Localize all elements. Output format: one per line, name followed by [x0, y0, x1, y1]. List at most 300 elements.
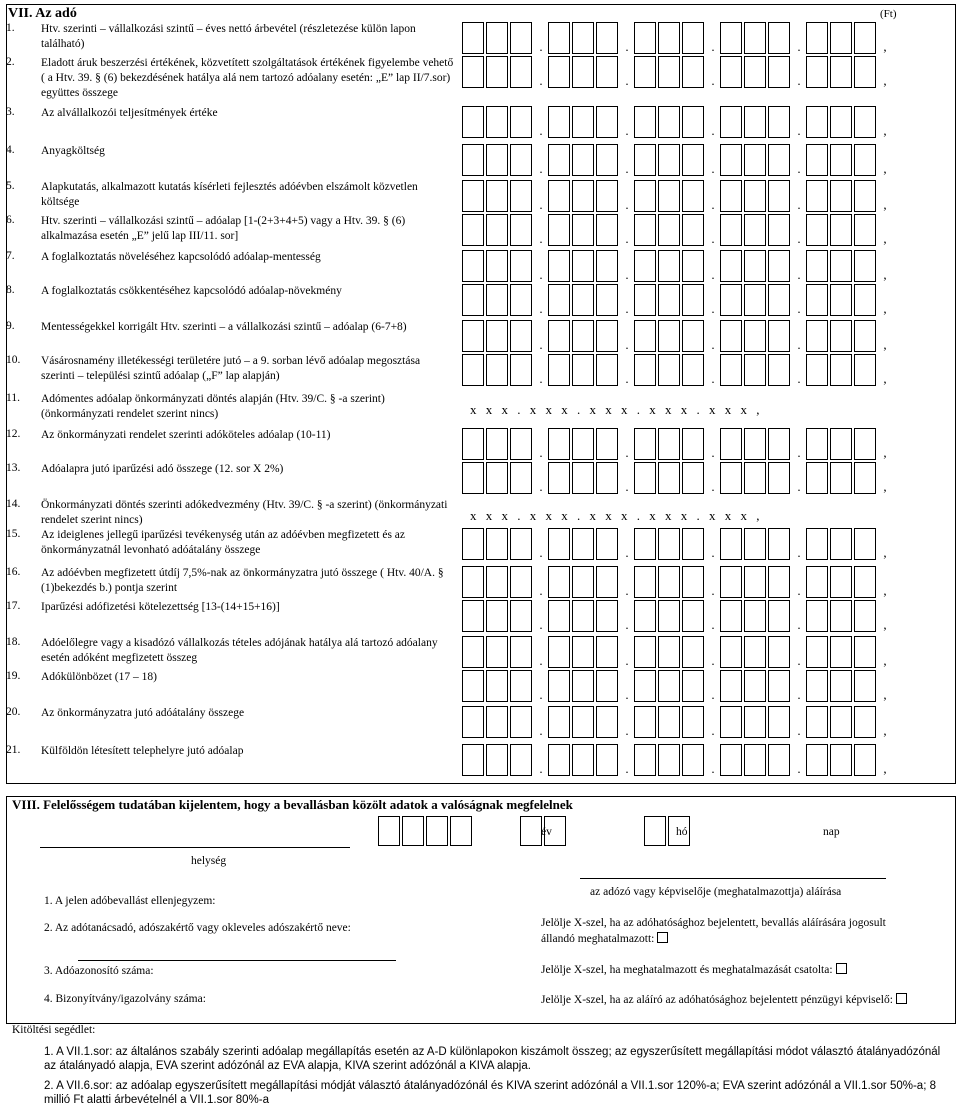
digit-box[interactable]: [658, 566, 680, 598]
amount-boxes[interactable]: [462, 20, 892, 54]
digit-box[interactable]: [510, 284, 532, 316]
digit-box[interactable]: [830, 636, 852, 668]
digit-box[interactable]: [572, 600, 594, 632]
digit-box[interactable]: [634, 428, 656, 460]
digit-box[interactable]: [486, 636, 508, 668]
digit-box[interactable]: [768, 744, 790, 776]
digit-box[interactable]: [830, 670, 852, 702]
digit-box[interactable]: [806, 636, 828, 668]
month-boxes[interactable]: [520, 837, 568, 849]
digit-box[interactable]: [806, 214, 828, 246]
digit-box[interactable]: [720, 670, 742, 702]
digit-box[interactable]: [682, 354, 704, 386]
digit-box[interactable]: [596, 320, 618, 352]
digit-box[interactable]: [658, 22, 680, 54]
digit-box[interactable]: [572, 670, 594, 702]
digit-box[interactable]: [634, 600, 656, 632]
digit-box[interactable]: [830, 354, 852, 386]
digit-box[interactable]: [596, 144, 618, 176]
digit-box[interactable]: [806, 144, 828, 176]
digit-box[interactable]: [486, 528, 508, 560]
digit-box[interactable]: [634, 670, 656, 702]
digit-box[interactable]: [830, 462, 852, 494]
digit-box[interactable]: [854, 320, 876, 352]
digit-box[interactable]: [806, 706, 828, 738]
digit-box[interactable]: [634, 284, 656, 316]
digit-box[interactable]: [634, 744, 656, 776]
digit-box[interactable]: [768, 22, 790, 54]
digit-box[interactable]: [806, 180, 828, 212]
digit-box[interactable]: [744, 428, 766, 460]
digit-box[interactable]: [830, 744, 852, 776]
digit-box[interactable]: [854, 744, 876, 776]
digit-box[interactable]: [682, 144, 704, 176]
digit-box[interactable]: [768, 354, 790, 386]
digit-box[interactable]: [854, 566, 876, 598]
digit-box[interactable]: [634, 144, 656, 176]
digit-box[interactable]: [510, 636, 532, 668]
digit-box[interactable]: [720, 706, 742, 738]
digit-box[interactable]: [462, 706, 484, 738]
amount-boxes[interactable]: [462, 634, 892, 668]
digit-box[interactable]: [462, 528, 484, 560]
digit-box[interactable]: [548, 706, 570, 738]
digit-box[interactable]: [720, 250, 742, 282]
digit-box[interactable]: [744, 180, 766, 212]
amount-boxes[interactable]: [462, 104, 892, 138]
digit-box[interactable]: [572, 180, 594, 212]
digit-box[interactable]: [572, 250, 594, 282]
digit-box[interactable]: [486, 22, 508, 54]
digit-box[interactable]: [462, 214, 484, 246]
digit-box[interactable]: [510, 354, 532, 386]
digit-box[interactable]: [720, 428, 742, 460]
digit-box[interactable]: [682, 528, 704, 560]
digit-box[interactable]: [634, 354, 656, 386]
digit-box[interactable]: [744, 144, 766, 176]
digit-box[interactable]: [510, 744, 532, 776]
digit-box[interactable]: [854, 462, 876, 494]
digit-box[interactable]: [830, 144, 852, 176]
digit-box[interactable]: [830, 706, 852, 738]
digit-box[interactable]: [806, 670, 828, 702]
digit-box[interactable]: [572, 284, 594, 316]
digit-box[interactable]: [806, 528, 828, 560]
digit-box[interactable]: [510, 56, 532, 88]
digit-box[interactable]: [854, 428, 876, 460]
checkbox-icon[interactable]: [836, 963, 847, 974]
digit-box[interactable]: [634, 706, 656, 738]
digit-box[interactable]: [572, 144, 594, 176]
digit-box[interactable]: [486, 284, 508, 316]
digit-box[interactable]: [682, 180, 704, 212]
digit-box[interactable]: [744, 636, 766, 668]
digit-box[interactable]: [510, 566, 532, 598]
digit-box[interactable]: [462, 428, 484, 460]
amount-boxes[interactable]: [462, 212, 892, 246]
digit-box[interactable]: [462, 144, 484, 176]
digit-box[interactable]: [486, 428, 508, 460]
digit-box[interactable]: [744, 354, 766, 386]
digit-box[interactable]: [744, 670, 766, 702]
digit-box[interactable]: [768, 56, 790, 88]
digit-box[interactable]: [462, 250, 484, 282]
digit-box[interactable]: [596, 284, 618, 316]
digit-box[interactable]: [806, 354, 828, 386]
digit-box[interactable]: [486, 250, 508, 282]
digit-box[interactable]: [548, 566, 570, 598]
digit-box[interactable]: [572, 566, 594, 598]
digit-box[interactable]: [486, 670, 508, 702]
digit-box[interactable]: [720, 528, 742, 560]
digit-box[interactable]: [596, 670, 618, 702]
digit-box[interactable]: [510, 600, 532, 632]
digit-box[interactable]: [830, 284, 852, 316]
digit-box[interactable]: [634, 56, 656, 88]
digit-box[interactable]: [682, 106, 704, 138]
digit-box[interactable]: [486, 600, 508, 632]
digit-box[interactable]: [720, 566, 742, 598]
amount-boxes[interactable]: [462, 564, 892, 598]
digit-box[interactable]: [682, 744, 704, 776]
digit-box[interactable]: [658, 636, 680, 668]
digit-box[interactable]: [854, 214, 876, 246]
digit-box[interactable]: [572, 706, 594, 738]
digit-box[interactable]: [658, 744, 680, 776]
digit-box[interactable]: [572, 744, 594, 776]
digit-box[interactable]: [510, 106, 532, 138]
digit-box[interactable]: [682, 670, 704, 702]
digit-box[interactable]: [548, 106, 570, 138]
digit-box[interactable]: [768, 706, 790, 738]
digit-box[interactable]: [462, 354, 484, 386]
digit-box[interactable]: [634, 320, 656, 352]
advisor-name-line[interactable]: [78, 960, 396, 961]
digit-box[interactable]: [548, 744, 570, 776]
digit-box[interactable]: [462, 462, 484, 494]
digit-box[interactable]: [720, 636, 742, 668]
amount-boxes[interactable]: [462, 318, 892, 352]
digit-box[interactable]: [596, 354, 618, 386]
digit-box[interactable]: [462, 566, 484, 598]
digit-box[interactable]: [744, 250, 766, 282]
digit-box[interactable]: [510, 214, 532, 246]
digit-box[interactable]: [720, 462, 742, 494]
amount-boxes[interactable]: [462, 598, 892, 632]
digit-box[interactable]: [854, 56, 876, 88]
digit-box[interactable]: [720, 56, 742, 88]
digit-box[interactable]: [744, 566, 766, 598]
amount-boxes[interactable]: [462, 282, 892, 316]
digit-box[interactable]: [596, 56, 618, 88]
digit-box[interactable]: [596, 22, 618, 54]
digit-box[interactable]: [596, 462, 618, 494]
digit-box[interactable]: [806, 56, 828, 88]
digit-box[interactable]: [548, 600, 570, 632]
checkbox-icon[interactable]: [896, 993, 907, 1004]
digit-box[interactable]: [548, 462, 570, 494]
digit-box[interactable]: [768, 214, 790, 246]
check-proxy-attached[interactable]: [541, 963, 847, 976]
digit-box[interactable]: [682, 462, 704, 494]
digit-box[interactable]: [634, 566, 656, 598]
digit-box[interactable]: [548, 250, 570, 282]
digit-box[interactable]: [830, 56, 852, 88]
digit-box[interactable]: [596, 600, 618, 632]
digit-box[interactable]: [462, 284, 484, 316]
digit-box[interactable]: [486, 706, 508, 738]
digit-box[interactable]: [682, 320, 704, 352]
digit-box[interactable]: [830, 180, 852, 212]
amount-boxes[interactable]: [462, 526, 892, 560]
digit-box[interactable]: [658, 56, 680, 88]
digit-box[interactable]: [486, 744, 508, 776]
digit-box[interactable]: [854, 144, 876, 176]
digit-box[interactable]: [768, 670, 790, 702]
amount-boxes[interactable]: [462, 352, 892, 386]
digit-box[interactable]: [682, 428, 704, 460]
digit-box[interactable]: [596, 744, 618, 776]
digit-box[interactable]: [682, 284, 704, 316]
digit-box[interactable]: [768, 462, 790, 494]
digit-box[interactable]: [510, 528, 532, 560]
digit-box[interactable]: [682, 600, 704, 632]
amount-boxes[interactable]: [462, 742, 892, 776]
digit-box[interactable]: [596, 566, 618, 598]
digit-box[interactable]: [548, 636, 570, 668]
digit-box[interactable]: [744, 706, 766, 738]
year-boxes[interactable]: [378, 837, 474, 849]
digit-box[interactable]: [806, 744, 828, 776]
digit-box[interactable]: [720, 144, 742, 176]
digit-box[interactable]: [854, 106, 876, 138]
digit-box[interactable]: [596, 528, 618, 560]
digit-box[interactable]: [572, 320, 594, 352]
check-financial-rep[interactable]: [541, 993, 907, 1006]
digit-box[interactable]: [596, 428, 618, 460]
digit-box[interactable]: [596, 636, 618, 668]
digit-box[interactable]: [854, 528, 876, 560]
digit-box[interactable]: [572, 56, 594, 88]
digit-box[interactable]: [744, 284, 766, 316]
digit-box[interactable]: [768, 636, 790, 668]
digit-box[interactable]: [682, 566, 704, 598]
digit-box[interactable]: [720, 320, 742, 352]
digit-box[interactable]: [658, 250, 680, 282]
digit-box[interactable]: [854, 706, 876, 738]
digit-box[interactable]: [634, 462, 656, 494]
signature-line[interactable]: [580, 878, 886, 879]
digit-box[interactable]: [596, 250, 618, 282]
digit-box[interactable]: [572, 528, 594, 560]
digit-box[interactable]: [806, 600, 828, 632]
digit-box[interactable]: [510, 320, 532, 352]
digit-box[interactable]: [854, 636, 876, 668]
digit-box[interactable]: [462, 636, 484, 668]
digit-box[interactable]: [548, 428, 570, 460]
digit-box[interactable]: [462, 106, 484, 138]
digit-box[interactable]: [486, 354, 508, 386]
place-line[interactable]: [40, 847, 350, 848]
digit-box[interactable]: [462, 744, 484, 776]
digit-box[interactable]: [658, 106, 680, 138]
digit-box[interactable]: [744, 106, 766, 138]
digit-box[interactable]: [744, 600, 766, 632]
digit-box[interactable]: [462, 56, 484, 88]
digit-box[interactable]: [486, 320, 508, 352]
digit-box[interactable]: [744, 22, 766, 54]
digit-box[interactable]: [572, 636, 594, 668]
digit-box[interactable]: [830, 566, 852, 598]
digit-box[interactable]: [462, 180, 484, 212]
digit-box[interactable]: [768, 600, 790, 632]
digit-box[interactable]: [658, 144, 680, 176]
digit-box[interactable]: [658, 600, 680, 632]
digit-box[interactable]: [768, 566, 790, 598]
digit-box[interactable]: [744, 214, 766, 246]
digit-box[interactable]: [682, 706, 704, 738]
digit-box[interactable]: [548, 528, 570, 560]
digit-box[interactable]: [720, 106, 742, 138]
digit-box[interactable]: [510, 670, 532, 702]
digit-box[interactable]: [548, 56, 570, 88]
digit-box[interactable]: [634, 636, 656, 668]
digit-box[interactable]: [548, 354, 570, 386]
digit-box[interactable]: [806, 320, 828, 352]
amount-boxes[interactable]: [462, 248, 892, 282]
digit-box[interactable]: [596, 106, 618, 138]
digit-box[interactable]: [510, 180, 532, 212]
digit-box[interactable]: [744, 320, 766, 352]
digit-box[interactable]: [634, 214, 656, 246]
day-boxes[interactable]: [644, 837, 692, 849]
digit-box[interactable]: [830, 600, 852, 632]
digit-box[interactable]: [596, 180, 618, 212]
digit-box[interactable]: [596, 214, 618, 246]
digit-box[interactable]: [658, 462, 680, 494]
digit-box[interactable]: [744, 528, 766, 560]
digit-box[interactable]: [744, 462, 766, 494]
digit-box[interactable]: [720, 284, 742, 316]
digit-box[interactable]: [768, 106, 790, 138]
digit-box[interactable]: [510, 22, 532, 54]
checkbox-icon[interactable]: [657, 932, 668, 943]
digit-box[interactable]: [720, 744, 742, 776]
digit-box[interactable]: [720, 180, 742, 212]
digit-box[interactable]: [830, 250, 852, 282]
digit-box[interactable]: [720, 354, 742, 386]
digit-box[interactable]: [486, 56, 508, 88]
digit-box[interactable]: [658, 354, 680, 386]
digit-box[interactable]: [510, 706, 532, 738]
digit-box[interactable]: [486, 214, 508, 246]
digit-box[interactable]: [462, 22, 484, 54]
digit-box[interactable]: [720, 214, 742, 246]
digit-box[interactable]: [486, 462, 508, 494]
digit-box[interactable]: [720, 22, 742, 54]
amount-boxes[interactable]: [462, 142, 892, 176]
digit-box[interactable]: [462, 670, 484, 702]
digit-box[interactable]: [658, 706, 680, 738]
digit-box[interactable]: [854, 284, 876, 316]
digit-box[interactable]: [510, 144, 532, 176]
digit-box[interactable]: [658, 214, 680, 246]
check-permanent-proxy[interactable]: [541, 915, 901, 947]
digit-box[interactable]: [634, 528, 656, 560]
digit-box[interactable]: [572, 214, 594, 246]
amount-boxes[interactable]: [462, 426, 892, 460]
digit-box[interactable]: [572, 462, 594, 494]
digit-box[interactable]: [572, 428, 594, 460]
digit-box[interactable]: [806, 428, 828, 460]
digit-box[interactable]: [854, 180, 876, 212]
digit-box[interactable]: [572, 106, 594, 138]
digit-box[interactable]: [768, 144, 790, 176]
digit-box[interactable]: [658, 428, 680, 460]
digit-box[interactable]: [682, 214, 704, 246]
digit-box[interactable]: [596, 706, 618, 738]
digit-box[interactable]: [682, 636, 704, 668]
digit-box[interactable]: [806, 566, 828, 598]
amount-boxes[interactable]: [462, 460, 892, 494]
digit-box[interactable]: [572, 22, 594, 54]
digit-box[interactable]: [830, 320, 852, 352]
digit-box[interactable]: [682, 250, 704, 282]
digit-box[interactable]: [830, 214, 852, 246]
digit-box[interactable]: [462, 320, 484, 352]
amount-boxes[interactable]: [462, 54, 892, 88]
digit-box[interactable]: [768, 250, 790, 282]
digit-box[interactable]: [486, 566, 508, 598]
digit-box[interactable]: [658, 528, 680, 560]
digit-box[interactable]: [830, 528, 852, 560]
digit-box[interactable]: [744, 744, 766, 776]
digit-box[interactable]: [854, 354, 876, 386]
digit-box[interactable]: [682, 56, 704, 88]
digit-box[interactable]: [486, 144, 508, 176]
digit-box[interactable]: [548, 214, 570, 246]
digit-box[interactable]: [658, 284, 680, 316]
digit-box[interactable]: [830, 106, 852, 138]
digit-box[interactable]: [768, 428, 790, 460]
digit-box[interactable]: [854, 670, 876, 702]
digit-box[interactable]: [854, 22, 876, 54]
digit-box[interactable]: [548, 320, 570, 352]
digit-box[interactable]: [486, 106, 508, 138]
digit-box[interactable]: [768, 320, 790, 352]
digit-box[interactable]: [572, 354, 594, 386]
amount-boxes[interactable]: [462, 704, 892, 738]
digit-box[interactable]: [768, 284, 790, 316]
digit-box[interactable]: [510, 428, 532, 460]
digit-box[interactable]: [634, 22, 656, 54]
digit-box[interactable]: [510, 250, 532, 282]
digit-box[interactable]: [462, 600, 484, 632]
digit-box[interactable]: [806, 462, 828, 494]
digit-box[interactable]: [486, 180, 508, 212]
digit-box[interactable]: [806, 250, 828, 282]
amount-boxes[interactable]: [462, 668, 892, 702]
digit-box[interactable]: [658, 180, 680, 212]
digit-box[interactable]: [634, 250, 656, 282]
digit-box[interactable]: [744, 56, 766, 88]
digit-box[interactable]: [830, 428, 852, 460]
digit-box[interactable]: [720, 600, 742, 632]
digit-box[interactable]: [806, 22, 828, 54]
amount-boxes[interactable]: [462, 178, 892, 212]
digit-box[interactable]: [548, 284, 570, 316]
digit-box[interactable]: [658, 670, 680, 702]
